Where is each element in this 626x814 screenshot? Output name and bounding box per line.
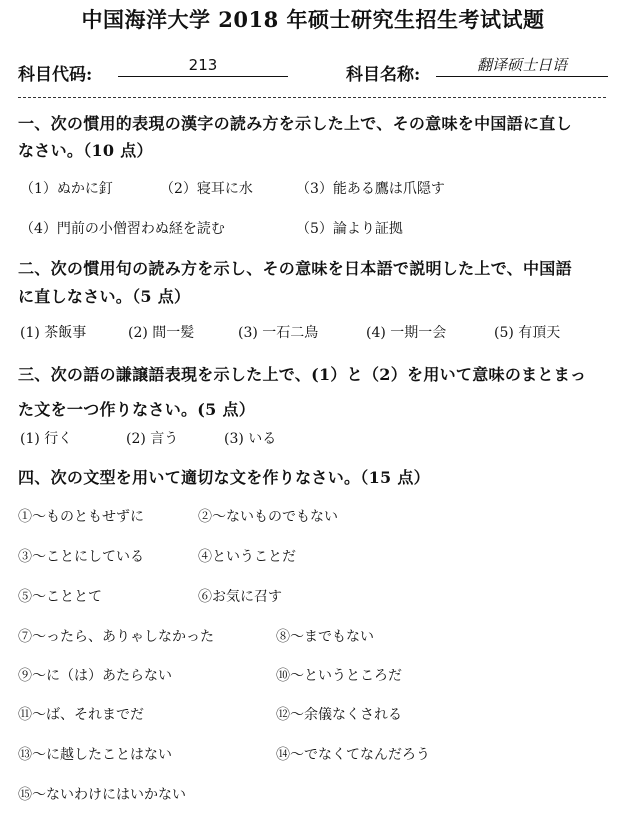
exam-title: 中国海洋大学 2018 年硕士研究生招生考试试题 xyxy=(81,7,545,32)
pattern-item-12: ⑫～余儀なくされる xyxy=(276,707,402,723)
section-3-question-line-1: 三、次の語の謙譲語表現を示した上で、(1）と（2）を用いて意味のまとまっ xyxy=(18,365,587,384)
pattern-item-3: ③～ことにしている xyxy=(18,549,144,565)
pattern-item-7: ⑦～ったら、ありゃしなかった xyxy=(18,629,214,645)
pattern-item-1: ①～ものともせずに xyxy=(18,509,144,525)
pattern-item-13: ⑬～に越したことはない xyxy=(18,747,172,763)
section-1-item-4: （4）門前の小僧習わぬ経を読む xyxy=(20,221,225,237)
section-2-item-4: (4) 一期一会 xyxy=(366,325,447,341)
section-2-question-line-2: に直しなさい。（5 点） xyxy=(18,287,191,306)
section-3-item-3: (3) いる xyxy=(224,431,277,447)
pattern-item-15: ⑮～ないわけにはいかない xyxy=(18,787,186,803)
subject-code-label: 科目代码: xyxy=(18,65,93,85)
section-1-item-3: （3）能ある鷹は爪隠す xyxy=(296,181,445,197)
pattern-item-8: ⑧～までもない xyxy=(276,629,374,645)
pattern-item-14: ⑭～でなくてなんだろう xyxy=(276,747,430,763)
section-1-item-2: （2）寝耳に水 xyxy=(160,181,253,197)
section-2-item-1: (1) 茶飯事 xyxy=(20,325,87,341)
pattern-item-2: ②～ないものでもない xyxy=(198,509,338,525)
section-1-item-1: （1）ぬかに釘 xyxy=(20,181,113,197)
pattern-item-11: ⑪～ば、それまでだ xyxy=(18,707,144,723)
pattern-item-6: ⑥お気に召す xyxy=(198,589,282,605)
header-divider xyxy=(18,97,606,98)
section-1-question-line-1: 一、次の慣用的表現の漢字の読み方を示した上で、その意味を中国語に直し xyxy=(18,114,572,133)
section-3-question-line-2: た文を一つ作りなさい。(5 点） xyxy=(18,400,256,419)
subject-name-label: 科目名称: xyxy=(346,65,421,85)
section-1-item-5: （5）論より証拠 xyxy=(296,221,403,237)
section-3-item-2: (2) 言う xyxy=(126,431,179,447)
section-3-item-1: (1) 行く xyxy=(20,431,73,447)
section-1-question-line-2: なさい。（10 点） xyxy=(18,141,153,160)
pattern-item-4: ④ということだ xyxy=(198,549,296,565)
section-2-item-3: (3) 一石二鳥 xyxy=(238,325,319,341)
pattern-item-5: ⑤～こととて xyxy=(18,589,102,605)
subject-code-value: 213 xyxy=(118,56,288,77)
pattern-item-9: ⑨～に（は）あたらない xyxy=(18,668,172,684)
subject-name-value: 翻译硕士日语 xyxy=(436,54,608,77)
section-4-question-line-1: 四、次の文型を用いて適切な文を作りなさい。（15 点） xyxy=(18,468,430,487)
pattern-item-10: ⑩～というところだ xyxy=(276,668,402,684)
section-2-question-line-1: 二、次の慣用句の読み方を示し、その意味を日本語で説明した上で、中国語 xyxy=(18,259,572,278)
section-2-item-5: (5) 有頂天 xyxy=(494,325,561,341)
section-2-item-2: (2) 間一髪 xyxy=(128,325,195,341)
